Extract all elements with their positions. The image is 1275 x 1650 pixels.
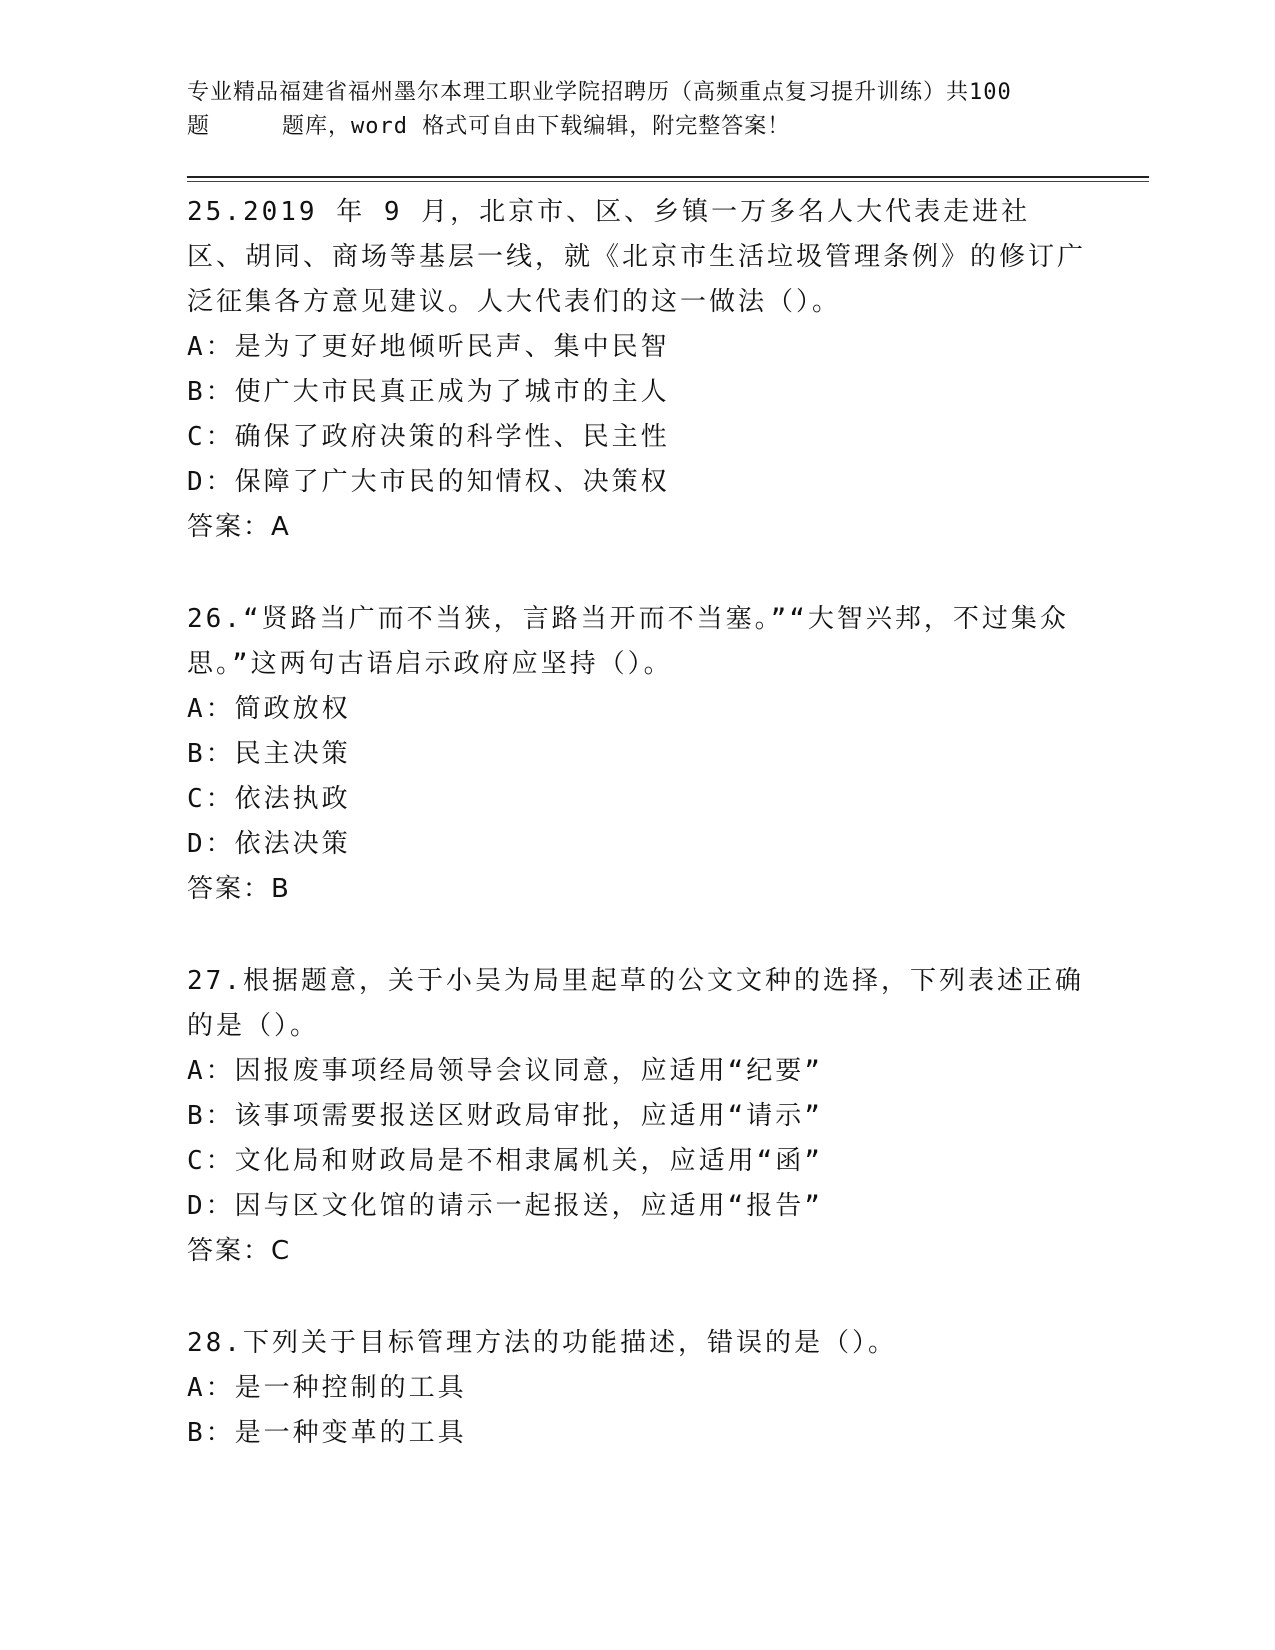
question-26 (187, 597, 1087, 912)
answer: 答案：B (187, 874, 291, 904)
header-rule-thick (187, 176, 1149, 178)
option-a: A：是一种控制的工具 (187, 1373, 467, 1403)
header-line-2 (187, 110, 1087, 144)
option-a: A：简政放权 (187, 694, 351, 724)
option-c: C：文化局和财政局是不相隶属机关，应适用“函” (187, 1146, 823, 1176)
option-b: B：使广大市民真正成为了城市的主人 (187, 377, 670, 407)
option-b: B：民主决策 (187, 739, 351, 769)
header-line-2-rest: 题库，word 格式可自由下载编辑，附完整答案！ (282, 114, 791, 139)
header-line-1: 专业精品福建省福州墨尔本理工职业学院招聘历（高频重点复习提升训练）共100 (187, 80, 1012, 105)
option-d: D：依法决策 (187, 829, 351, 859)
question-text: 26.“贤路当广而不当狭，言路当开而不当塞。”“大智兴邦，不过集众思。”这两句古语启示政府应坚持（）。 (187, 604, 1069, 679)
option-c: C：依法执政 (187, 784, 351, 814)
question-28 (187, 1321, 1087, 1456)
option-d: D：保障了广大市民的知情权、决策权 (187, 467, 670, 497)
option-d: D：因与区文化馆的请示一起报送，应适用“报告” (187, 1191, 823, 1221)
question-text: 28.下列关于目标管理方法的功能描述，错误的是（）。 (187, 1328, 897, 1358)
question-list (187, 190, 1087, 1503)
option-a: A：因报废事项经局领导会议同意，应适用“纪要” (187, 1056, 823, 1086)
option-a: A：是为了更好地倾听民声、集中民智 (187, 332, 670, 362)
header-line-2-start: 题 (187, 114, 211, 139)
question-25 (187, 190, 1087, 550)
question-27 (187, 959, 1087, 1274)
header-rule-thin (187, 181, 1149, 182)
page-header (187, 76, 1087, 144)
answer: 答案：C (187, 1236, 292, 1266)
option-b: B：该事项需要报送区财政局审批，应适用“请示” (187, 1101, 823, 1131)
question-text: 25.2019 年 9 月，北京市、区、乡镇一万多名人大代表走进社区、胡同、商场等基层一线，就《北京市生活垃圾管理条例》的修订广泛征集各方意见建议。人大代表们的这一做法（）。 (187, 197, 1087, 317)
answer: 答案：A (187, 512, 291, 542)
question-text: 27.根据题意，关于小吴为局里起草的公文文种的选择，下列表述正确的是（）。 (187, 966, 1084, 1041)
option-b: B：是一种变革的工具 (187, 1418, 467, 1448)
option-c: C：确保了政府决策的科学性、民主性 (187, 422, 670, 452)
